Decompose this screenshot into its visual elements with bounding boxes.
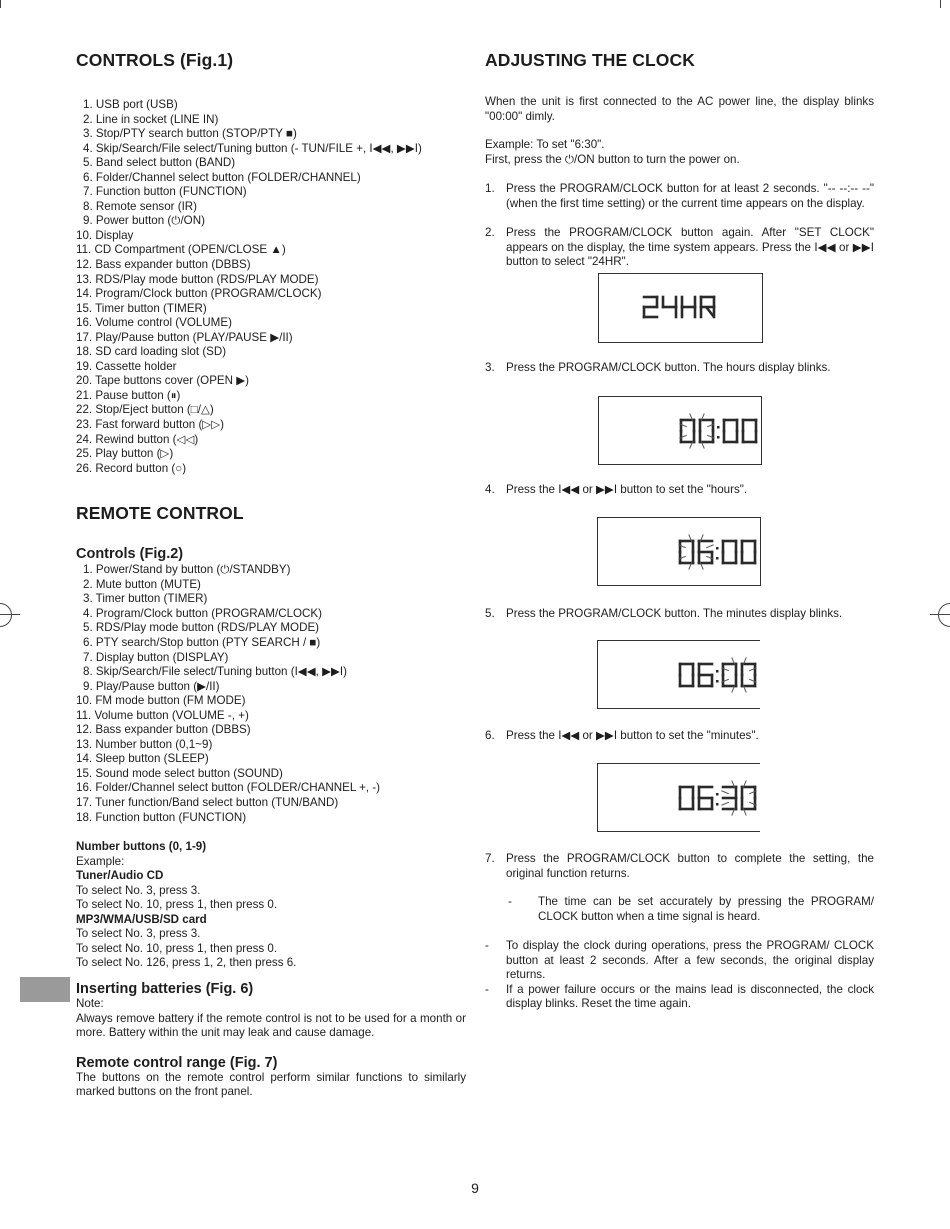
list-item: 1. USB port (USB) bbox=[83, 98, 178, 111]
list-item: 17. Play/Pause button (PLAY/PAUSE ▶/II) bbox=[76, 330, 293, 344]
registration-mark-left bbox=[0, 603, 12, 627]
step-1 bbox=[485, 182, 874, 211]
list-item: 21. Pause button (⏸) bbox=[76, 388, 181, 402]
list-item: 24. Rewind button (◁◁) bbox=[76, 432, 199, 446]
lcd-digits bbox=[598, 518, 760, 585]
batteries-note-label: Note: bbox=[76, 996, 104, 1010]
step-text: Press the I◀◀ or ▶▶I button to set the "hours". bbox=[506, 483, 748, 496]
list-item: 7. Function button (FUNCTION) bbox=[83, 185, 247, 199]
list-item: 13. RDS/Play mode button (RDS/PLAY MODE) bbox=[76, 272, 319, 286]
note-text: To display the clock during operations, press the PROGRAM/ CLOCK button at least 2 seconds. After a few seconds, the original display returns. bbox=[506, 939, 874, 982]
list-item: 10. Display bbox=[76, 228, 134, 242]
step-text: Press the I◀◀ or ▶▶I button to set the "minutes". bbox=[506, 729, 759, 742]
number-buttons-section bbox=[76, 840, 466, 971]
clock-example: Example: To set "6:30". bbox=[485, 138, 605, 151]
mp3-line: To select No. 3, press 3. bbox=[76, 927, 201, 941]
list-item: 4. Skip/Search/File select/Tuning button (- TUN/FILE +, I◀◀, ▶▶I) bbox=[83, 141, 422, 155]
list-item: 17. Tuner function/Band select button (TUN/BAND) bbox=[76, 795, 339, 809]
crop-mark bbox=[940, 0, 941, 8]
left-column bbox=[76, 50, 466, 1100]
list-item: 5. RDS/Play mode button (RDS/PLAY MODE) bbox=[83, 621, 320, 635]
lcd-digits bbox=[598, 641, 760, 708]
clock-intro: When the unit is first connected to the AC power line, the display blinks "00:00" dimly. bbox=[485, 95, 874, 123]
tuner-heading: Tuner/Audio CD bbox=[76, 869, 164, 883]
step-2 bbox=[485, 226, 874, 270]
mp3-line: To select No. 126, press 1, 2, then press 6. bbox=[76, 956, 297, 970]
lcd-display bbox=[597, 517, 761, 586]
list-item: 3. Timer button (TIMER) bbox=[83, 592, 208, 606]
list-item: 15. Sound mode select button (SOUND) bbox=[76, 766, 283, 780]
lcd-display bbox=[598, 273, 763, 343]
list-item: 2. Line in socket (LINE IN) bbox=[83, 112, 219, 126]
lcd-display bbox=[597, 763, 760, 832]
list-item: 11. CD Compartment (OPEN/CLOSE ▲) bbox=[76, 243, 286, 257]
remote-controls-list bbox=[76, 563, 466, 825]
note-item: - To display the clock during operations, press the PROGRAM/ CLOCK button at least 2 seconds. After a few seconds, the original display returns. bbox=[485, 939, 874, 982]
list-item: 9. Power button (⏻/ON) bbox=[83, 214, 205, 228]
step-number: 6. bbox=[485, 729, 495, 742]
lcd-display bbox=[597, 640, 760, 709]
step-text: Press the PROGRAM/CLOCK button again. After "SET CLOCK" appears on the display, the time system appears. Press the I◀◀ or ▶▶I button to select "24HR". bbox=[506, 226, 874, 269]
page-number: 9 bbox=[471, 1180, 479, 1196]
batteries-heading: Inserting batteries (Fig. 6) bbox=[76, 980, 254, 997]
crosshair-line bbox=[930, 614, 950, 615]
registration-mark-right bbox=[938, 603, 950, 627]
range-text: The buttons on the remote control perform similar functions to similarly marked buttons on the front panel. bbox=[76, 1070, 466, 1099]
section-tab bbox=[20, 977, 70, 1002]
step-7 bbox=[485, 852, 874, 881]
step-text: Press the PROGRAM/CLOCK button. The hours display blinks. bbox=[506, 361, 831, 374]
step-number: 1. bbox=[485, 182, 495, 195]
lcd-digits bbox=[598, 764, 760, 831]
remote-controls-heading: Controls (Fig.2) bbox=[76, 546, 184, 563]
lcd-digits bbox=[599, 397, 761, 464]
controls-title: CONTROLS (Fig.1) bbox=[76, 50, 234, 70]
list-item: 7. Display button (DISPLAY) bbox=[83, 650, 229, 664]
list-item: 3. Stop/PTY search button (STOP/PTY ■) bbox=[83, 127, 297, 141]
step-4 bbox=[485, 483, 874, 498]
step-6 bbox=[485, 729, 874, 744]
step-5 bbox=[485, 607, 874, 622]
step-number: 7. bbox=[485, 852, 495, 865]
list-item: 8. Remote sensor (IR) bbox=[83, 199, 198, 213]
number-buttons-heading: Number buttons (0, 1-9) bbox=[76, 840, 207, 854]
mp3-heading: MP3/WMA/USB/SD card bbox=[76, 912, 207, 926]
list-item: 6. Folder/Channel select button (FOLDER/CHANNEL) bbox=[83, 170, 361, 184]
list-item: 5. Band select button (BAND) bbox=[83, 156, 236, 170]
tuner-line: To select No. 3, press 3. bbox=[76, 883, 201, 897]
list-item: 16. Folder/Channel select button (FOLDER/CHANNEL +, -) bbox=[76, 781, 381, 795]
controls-list bbox=[76, 98, 466, 476]
list-item: 23. Fast forward button (▷▷) bbox=[76, 418, 224, 432]
crop-mark bbox=[0, 0, 1, 8]
list-item: 12. Bass expander button (DBBS) bbox=[76, 258, 251, 272]
step-text: Press the PROGRAM/CLOCK button to complete the setting, the original function returns. bbox=[506, 852, 874, 880]
crosshair-line bbox=[0, 614, 20, 615]
step-3 bbox=[485, 361, 874, 376]
list-item: 13. Number button (0,1~9) bbox=[76, 737, 213, 751]
list-item: 4. Program/Clock button (PROGRAM/CLOCK) bbox=[83, 606, 323, 620]
step-number: 3. bbox=[485, 361, 495, 374]
batteries-text: Always remove battery if the remote control is not to be used for a month or more. Battery within the unit may leak and cause damage. bbox=[76, 1011, 466, 1040]
list-item: 15. Timer button (TIMER) bbox=[76, 301, 207, 315]
sub-note: - The time can be set accurately by pressing the PROGRAM/ CLOCK button when a time signal is heard. bbox=[508, 895, 874, 923]
clock-title: ADJUSTING THE CLOCK bbox=[485, 50, 695, 70]
list-item: 10. FM mode button (FM MODE) bbox=[76, 694, 246, 708]
note-item: - If a power failure occurs or the mains lead is disconnected, the clock display blinks. Reset the time again. bbox=[485, 982, 874, 1011]
list-item: 8. Skip/Search/File select/Tuning button (I◀◀, ▶▶I) bbox=[83, 665, 347, 679]
list-item: 12. Bass expander button (DBBS) bbox=[76, 723, 251, 737]
mp3-line: To select No. 10, press 1, then press 0. bbox=[76, 941, 278, 955]
remote-control-title: REMOTE CONTROL bbox=[76, 503, 244, 524]
step-number: 5. bbox=[485, 607, 495, 620]
lcd-display bbox=[598, 396, 762, 465]
step-text: Press the PROGRAM/CLOCK button for at least 2 seconds. "-- --:-- --"(when the first time setting) or the current time appears on the display. bbox=[506, 182, 874, 210]
list-item: 11. Volume button (VOLUME -, +) bbox=[76, 708, 249, 722]
clock-first: First, press the ⏻/ON button to turn the power on. bbox=[485, 152, 740, 166]
sub-note-text: The time can be set accurately by pressing the PROGRAM/ CLOCK button when a time signal is heard. bbox=[538, 895, 874, 923]
step-number: 4. bbox=[485, 483, 495, 496]
step-text: Press the PROGRAM/CLOCK button. The minutes display blinks. bbox=[506, 607, 843, 620]
list-item: 6. PTY search/Stop button (PTY SEARCH / ■) bbox=[83, 635, 321, 649]
tuner-line: To select No. 10, press 1, then press 0. bbox=[76, 898, 278, 912]
list-item: 14. Program/Clock button (PROGRAM/CLOCK) bbox=[76, 287, 322, 301]
lcd-digits bbox=[599, 274, 762, 342]
range-heading: Remote control range (Fig. 7) bbox=[76, 1054, 278, 1071]
note-text: If a power failure occurs or the mains lead is disconnected, the clock display blinks. Reset the time again. bbox=[506, 982, 874, 1011]
list-item: 20. Tape buttons cover (OPEN ▶) bbox=[76, 374, 250, 388]
list-item: 25. Play button (▷) bbox=[76, 447, 174, 461]
list-item: 14. Sleep button (SLEEP) bbox=[76, 752, 209, 766]
list-item: 26. Record button (○) bbox=[76, 461, 187, 475]
example-label: Example: bbox=[76, 854, 125, 868]
list-item: 18. SD card loading slot (SD) bbox=[76, 345, 227, 359]
list-item: 22. Stop/Eject button (□/△) bbox=[76, 403, 214, 417]
list-item: 19. Cassette holder bbox=[76, 359, 177, 373]
list-item: 9. Play/Pause button (▶/II) bbox=[83, 679, 220, 693]
list-item: 2. Mute button (MUTE) bbox=[83, 577, 201, 591]
list-item: 16. Volume control (VOLUME) bbox=[76, 316, 232, 330]
list-item: 1. Power/Stand by button (⏻/STANDBY) bbox=[83, 563, 291, 577]
list-item: 18. Function button (FUNCTION) bbox=[76, 810, 247, 824]
step-number: 2. bbox=[485, 226, 495, 239]
right-column bbox=[485, 50, 874, 1050]
